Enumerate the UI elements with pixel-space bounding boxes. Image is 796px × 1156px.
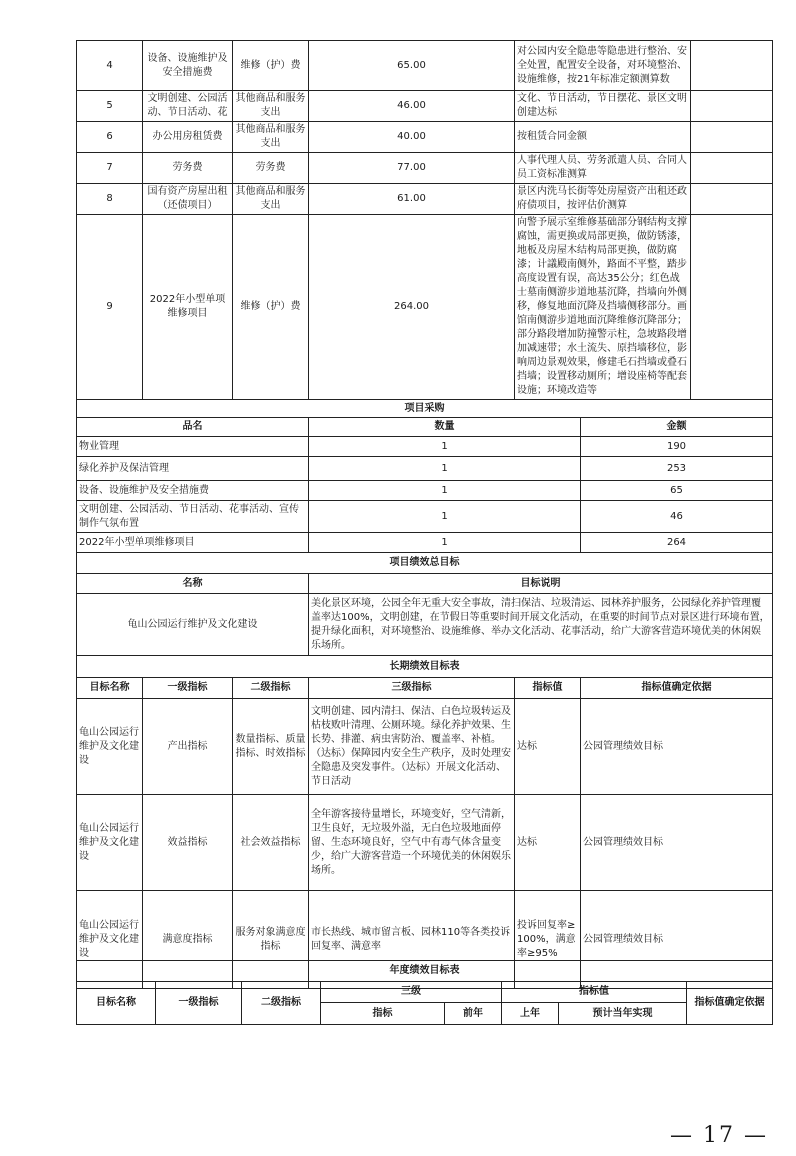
budget-blank-cell (691, 215, 773, 400)
page-number: — 17 — (670, 1123, 768, 1148)
procurement-row (77, 481, 773, 501)
budget-item-name: 办公用房租赁费 (143, 122, 233, 153)
annual-header-prev-year: 前年 (445, 1003, 502, 1025)
annual-header-row-1 (77, 982, 773, 1003)
budget-blank-cell (691, 91, 773, 122)
procurement-item-qty: 1 (309, 457, 581, 481)
budget-row (77, 41, 773, 91)
annual-header-l2: 二级指标 (242, 982, 321, 1025)
budget-expense-type: 劳务费 (233, 153, 309, 184)
long-term-basis: 公园管理绩效目标 (581, 699, 773, 795)
long-term-indicator-value: 投诉回复率≥100%，满意率≥95% (515, 891, 581, 989)
procurement-item-name: 物业管理 (77, 437, 309, 457)
budget-performance-table (76, 40, 773, 989)
budget-row-number: 6 (77, 122, 143, 153)
budget-item-name: 设备、设施维护及安全措施费 (143, 41, 233, 91)
procurement-row (77, 533, 773, 553)
budget-item-name: 2022年小型单项维修项目 (143, 215, 233, 400)
budget-row (77, 184, 773, 215)
procurement-header-name: 品名 (77, 418, 309, 437)
procurement-item-qty: 1 (309, 481, 581, 501)
long-term-level2-indicator: 数量指标、质量指标、时效指标 (233, 699, 309, 795)
budget-row (77, 153, 773, 184)
long-term-level2-indicator: 社会效益指标 (233, 795, 309, 891)
budget-item-name: 文明创建、公园活动、节日活动、花 (143, 91, 233, 122)
budget-blank-cell (691, 153, 773, 184)
budget-expense-type: 其他商品和服务支出 (233, 122, 309, 153)
budget-basis: 按租赁合同金额 (515, 122, 691, 153)
long-term-target-name: 龟山公园运行维护及文化建设 (77, 891, 143, 989)
budget-expense-type: 其他商品和服务支出 (233, 184, 309, 215)
procurement-header-amount: 金额 (581, 418, 773, 437)
long-term-header-target: 目标名称 (77, 678, 143, 699)
procurement-row (77, 437, 773, 457)
budget-basis: 对公园内安全隐患等隐患进行整治、安全处置，配置安全设备，对环境整治、设施维修，按21年标准定额测算数 (515, 41, 691, 91)
overall-goal-header-name: 名称 (77, 574, 309, 594)
long-term-header-l1: 一级指标 (143, 678, 233, 699)
long-term-header-l3: 三级指标 (309, 678, 515, 699)
annual-header-last-year: 上年 (502, 1003, 559, 1025)
procurement-item-qty: 1 (309, 533, 581, 553)
long-term-level3-indicator: 文明创建、园内清扫、保洁、白色垃圾转运及枯枝败叶清理、公厕环境。绿化养护效果、生长势、排灌、病虫害防治、覆盖率、补植。（达标）保障园内安全生产秩序，及时处理安全隐患及突发事件。（达标）开展文化活动、节日活动 (309, 699, 515, 795)
budget-blank-cell (691, 122, 773, 153)
procurement-item-amount: 253 (581, 457, 773, 481)
long-term-level1-indicator: 满意度指标 (143, 891, 233, 989)
overall-goal-section-header (77, 553, 773, 574)
long-term-header-basis: 指标值确定依据 (581, 678, 773, 699)
overall-goal-desc: 美化景区环境，公园全年无重大安全事故，清扫保洁、垃圾清运、园林养护服务，公园绿化养护管理覆盖率达100%，文明创建，在节假日等重要时间开展文化活动，在重要的时间节点对景区进行环境布置，提升绿化面积，对环境整治、设施维修、举办文化活动、花事活动，给广大游客营造环境优美的休闲娱乐场所。 (309, 594, 773, 656)
budget-row-number: 8 (77, 184, 143, 215)
long-term-level3-indicator: 市长热线、城市留言板、园林110等各类投诉回复率、满意率 (309, 891, 515, 989)
long-term-header-l2: 二级指标 (233, 678, 309, 699)
overall-goal-name: 龟山公园运行维护及文化建设 (77, 594, 309, 656)
procurement-item-amount: 46 (581, 501, 773, 533)
annual-header-indicator: 指标 (321, 1003, 445, 1025)
long-term-level2-indicator: 服务对象满意度指标 (233, 891, 309, 989)
budget-row (77, 122, 773, 153)
procurement-item-amount: 264 (581, 533, 773, 553)
procurement-row (77, 501, 773, 533)
budget-expense-type: 维修（护）费 (233, 215, 309, 400)
budget-rows (77, 41, 773, 400)
long-term-column-headers (77, 678, 773, 699)
procurement-section-header (77, 400, 773, 418)
annual-header-expected: 预计当年实现 (559, 1003, 687, 1025)
procurement-title: 项目采购 (77, 400, 773, 418)
overall-goal-header-desc: 目标说明 (309, 574, 773, 594)
overall-goal-column-headers (77, 574, 773, 594)
budget-item-name: 国有资产房屋出租（还债项目） (143, 184, 233, 215)
long-term-target-name: 龟山公园运行维护及文化建设 (77, 699, 143, 795)
budget-row (77, 91, 773, 122)
long-term-header-value: 指标值 (515, 678, 581, 699)
long-term-level1-indicator: 效益指标 (143, 795, 233, 891)
long-term-indicator-value: 达标 (515, 795, 581, 891)
procurement-item-name: 设备、设施维护及安全措施费 (77, 481, 309, 501)
long-term-section-header (77, 656, 773, 678)
long-term-level3-indicator: 全年游客接待量增长，环境变好，空气清新，卫生良好，无垃圾外溢，无白色垃圾地面停留、生态环境良好，空气中有毒气体含量变少，给广大游客营造一个环境优美的休闲娱乐场所。 (309, 795, 515, 891)
long-term-rows (77, 699, 773, 989)
budget-amount: 65.00 (309, 41, 515, 91)
procurement-column-headers (77, 418, 773, 437)
procurement-rows (77, 437, 773, 553)
annual-header-target: 目标名称 (77, 982, 156, 1025)
procurement-item-name: 文明创建、公园活动、节日活动、花事活动、宣传制作气氛布置 (77, 501, 309, 533)
long-term-target-name: 龟山公园运行维护及文化建设 (77, 795, 143, 891)
procurement-item-qty: 1 (309, 437, 581, 457)
budget-row-number: 4 (77, 41, 143, 91)
procurement-item-amount: 190 (581, 437, 773, 457)
annual-header-basis: 指标值确定依据 (687, 982, 773, 1025)
annual-goal-table (76, 960, 773, 1025)
budget-blank-cell (691, 184, 773, 215)
overall-goal-title: 项目绩效总目标 (77, 553, 773, 574)
long-term-title: 长期绩效目标表 (77, 656, 773, 678)
budget-row (77, 215, 773, 400)
long-term-row (77, 795, 773, 891)
long-term-indicator-value: 达标 (515, 699, 581, 795)
procurement-header-qty: 数量 (309, 418, 581, 437)
annual-header-l1: 一级指标 (156, 982, 242, 1025)
budget-expense-type: 维修（护）费 (233, 41, 309, 91)
long-term-basis: 公园管理绩效目标 (581, 891, 773, 989)
overall-goal-row (77, 594, 773, 656)
budget-blank-cell (691, 41, 773, 91)
budget-basis: 向警予展示室维修基础部分钢结构支撑腐蚀，需更换或局部更换，做防锈漆，地板及房屋木结构局部更换，做防腐漆；计議殿南侧外，路面不平整，踏步高度设置有误，高达35公分；红色战士墓南侧游步道地基沉降，挡墙向外侧移，修复地面沉降及挡墙侧移部分。画馆南侧游步道地面沉降维修沉降部分；部分路段增加防撞警示柱，急坡路段增加减速带；水土流失、原挡墙移位，影响周边景观效果，修建毛石挡墙或叠石挡墙；设置移动厕所；增设座椅等配套设施；环境改造等 (515, 215, 691, 400)
procurement-row (77, 457, 773, 481)
budget-item-name: 劳务费 (143, 153, 233, 184)
procurement-item-amount: 65 (581, 481, 773, 501)
long-term-row (77, 699, 773, 795)
budget-row-number: 9 (77, 215, 143, 400)
budget-row-number: 7 (77, 153, 143, 184)
annual-title: 年度绩效目标表 (77, 961, 773, 982)
budget-amount: 46.00 (309, 91, 515, 122)
budget-amount: 264.00 (309, 215, 515, 400)
budget-amount: 77.00 (309, 153, 515, 184)
long-term-level1-indicator: 产出指标 (143, 699, 233, 795)
budget-expense-type: 其他商品和服务支出 (233, 91, 309, 122)
annual-header-l3: 三级 (321, 982, 502, 1003)
annual-section-header (77, 961, 773, 982)
budget-amount: 61.00 (309, 184, 515, 215)
budget-basis: 文化、节日活动，节日摆花、景区文明创建达标 (515, 91, 691, 122)
procurement-item-name: 2022年小型单项维修项目 (77, 533, 309, 553)
annual-header-value: 指标值 (502, 982, 687, 1003)
procurement-item-qty: 1 (309, 501, 581, 533)
budget-amount: 40.00 (309, 122, 515, 153)
long-term-basis: 公园管理绩效目标 (581, 795, 773, 891)
budget-basis: 景区内洗马长街等处房屋资产出租还政府债项目，按评估价测算 (515, 184, 691, 215)
procurement-item-name: 绿化养护及保洁管理 (77, 457, 309, 481)
budget-basis: 人事代理人员、劳务派遣人员、合同人员工资标准测算 (515, 153, 691, 184)
budget-row-number: 5 (77, 91, 143, 122)
